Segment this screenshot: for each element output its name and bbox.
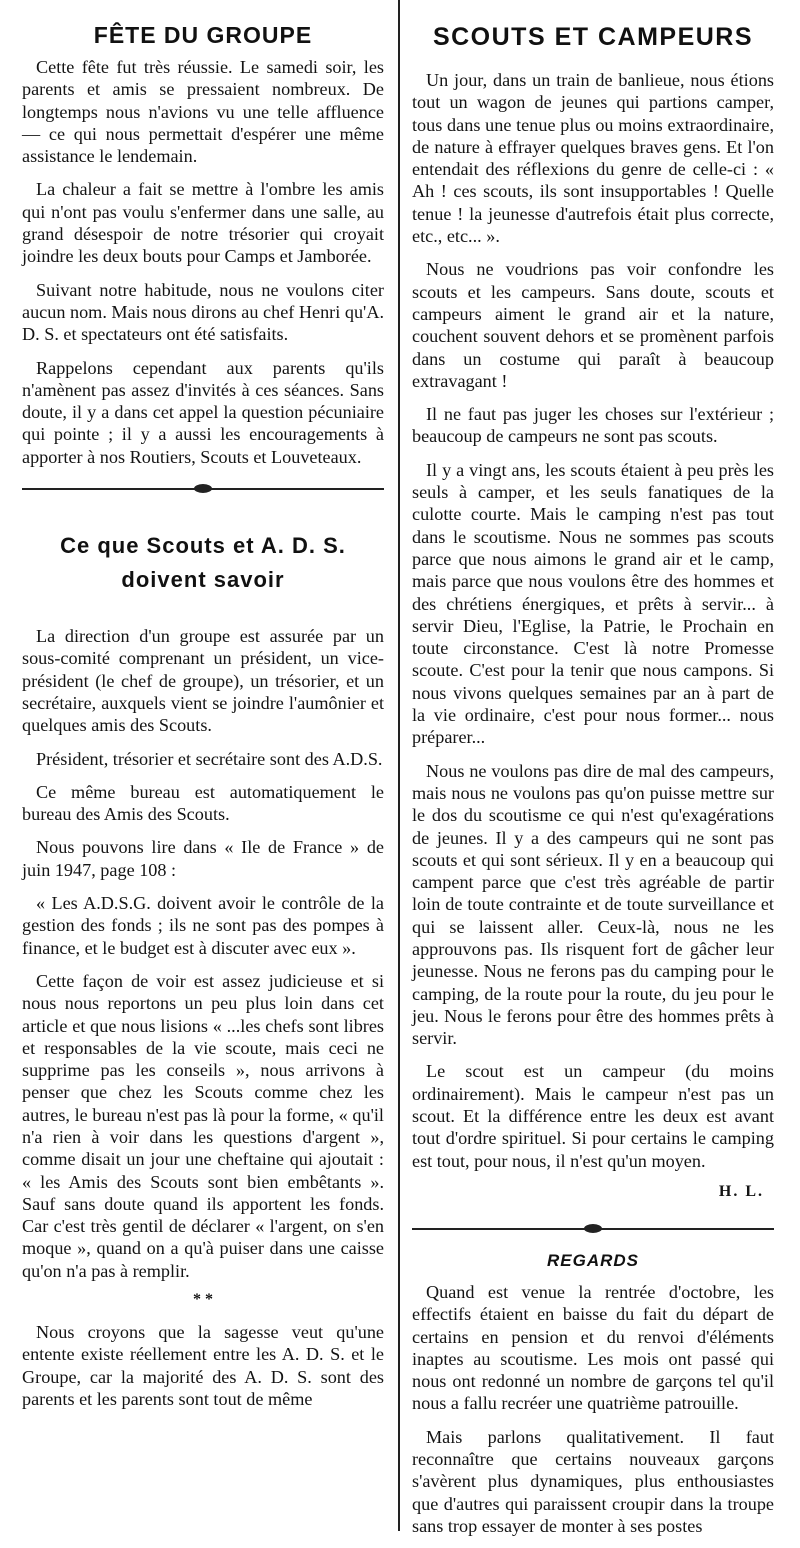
article-paragraph: La direction d'un groupe est assurée par un sous-comité comprenant un président, un vice-président (le chef de groupe), un trésorier, et un secrétaire, auxquels vient se joindre l'aumônier et quelques amis des Scouts. [22, 626, 384, 736]
section-separator [22, 479, 384, 499]
article-paragraph: Cette façon de voir est assez judicieuse et si nous nous reportons un peu plus loin dans cet article et que nous lisions « ...les chefs sont libres et responsables de la vie scoute, mais ceci ne supprime pas les conseils », nous arrivons à penser que chez les Scouts comme chez les autres, le bureau n'est pas là pour la forme, « qu'il n'a rien à voir dans les questions d'argent », comme disait un jour une cheftaine qui ajoutait : « les Amis des Scouts sont bien embêtants ». Sauf sans doute quand ils apportent les fonds. Car c'est très gentil de déclarer « l'argent, on s'en moque », quand on a qu'à puiser dans une caisse qu'on n'a pas à remplir. [22, 970, 384, 1281]
article-paragraph: Le scout est un campeur (du moins ordinairement). Mais le campeur n'est pas un scout. Et la différence entre les deux est avant tout d'ordre spirituel. Si pour certains le camping est tout, pour nous, il n'est qu'un moyen. [412, 1061, 774, 1171]
article-paragraph: Président, trésorier et secrétaire sont des A.D.S. [36, 748, 383, 769]
article-paragraph: « Les A.D.S.G. doivent avoir le contrôle de la gestion des fonds ; ils ne sont pas des pompes à finance, et le budget est à discuter avec eux ». [22, 893, 384, 958]
article-ads [22, 511, 384, 1410]
article-paragraph: Quand est venue la rentrée d'octobre, les effectifs étaient en baisse du fait du départ de certains en pension et du renvoi d'éléments inaptes au scoutisme. Les mois ont passé qui nous ont redonné un nombre de garçons tel qu'il nous a fallu recréer une quatrième patrouille. [412, 1281, 774, 1414]
right-column [412, 0, 774, 1548]
article-title: SCOUTS ET CAMPEURS [432, 23, 754, 51]
article-paragraph: Il y a vingt ans, les scouts étaient à peu près les seuls à camper, et les seuls fanatiques de la culotte courte. Mais le camping n'est pas tout dans le scoutisme. Nous ne sommes pas scouts parce que nous aimons le grand air et le camp, mais parce que nous voulons être des hommes et des chrétiens énergiques, et prêts à servir... à servir Dieu, l'Eglise, la Patrie, le Prochain en toute circonstance. C'est là notre Promesse scoute. C'est pour la tenir que nous campons. Si nous vivons quelques semaines par an à part de la vie ordinaire, c'est pour nous former... nous préparer... [412, 459, 774, 748]
article-paragraph: Cette fête fut très réussie. Le samedi soir, les parents et amis se pressaient nombreux. De longtemps nous n'avions vu une telle affluence — ce qui nous permettait d'espérer une même assistance le lendemain. [22, 57, 384, 167]
title-line: doivent savoir [121, 567, 285, 593]
article-regards [412, 1251, 774, 1537]
article-paragraph: Un jour, dans un train de banlieue, nous étions tout un wagon de jeunes qui partions camper, tous dans une tenue plus ou moins extraordinaire, de nature à effrayer quelques braves gens. Et l'on entendait des réflexions du genre de celle-ci : « Ah ! ces scouts, ils sont insupportables ! Quelle tenue ! la jeunesse d'autrefois était plus correcte, etc., etc... ». [412, 70, 774, 247]
article-paragraph: Ce même bureau est automatiquement le bureau des Amis des Scouts. [22, 781, 384, 825]
article-paragraph: Rappelons cependant aux parents qu'ils n'amènent pas assez d'invités à ces séances. Sans doute, il y a dans cet appel la question pécuniaire qui pointe ; il y a aussi les encouragements à apporter à nos Routiers, Scouts et Louveteaux. [22, 357, 384, 467]
title-line: Ce que Scouts et A. D. S. [60, 533, 346, 559]
article-paragraph: Nous croyons que la sagesse veut qu'une entente existe réellement entre les A. D. S. et le Groupe, car la majorité des A. D. S. sont des parents et les parents sont tout de même [22, 1322, 384, 1409]
article-title: FÊTE DU GROUPE [93, 22, 313, 48]
article-paragraph: Nous ne voulons pas dire de mal des campeurs, mais nous ne voulons pas qu'on puisse mettre sur le dos du scoutisme ce qui n'est qu'exagérations de jeunes. Il y a des campeurs qui ne sont pas scouts et qui sont sérieux. Il y en a beaucoup qui campent parce que c'est très agréable de partir loin de toute contrainte et de toute surveillance et qui se laissent aller. Ceux-là, nous ne les approuvons pas. Ils risquent fort de gâcher leur jeunesse. Nous ne ferons pas du camping pour le camping, de la route pour la route, du jeu pour le jeu. Nous le ferons pour être des hommes prêts à servir. [412, 760, 774, 1049]
section-stars: * * [193, 1291, 213, 1309]
article-paragraph: Mais parlons qualitativement. Il faut reconnaître que certains nouveaux garçons s'avèrent plus dynamiques, plus enthousiastes que d'autres qui paraissent croupir dans la troupe sans trop essayer de monter à ses postes [412, 1426, 774, 1536]
author-signature: H. L. [718, 1182, 764, 1200]
article-title: REGARDS [546, 1250, 639, 1270]
article-scouts-et-campeurs [412, 0, 774, 1201]
article-paragraph: Nous pouvons lire dans « Ile de France » de juin 1947, page 108 : [22, 837, 384, 880]
column-divider [398, 0, 400, 1531]
article-fete-du-groupe [22, 0, 384, 468]
article-paragraph: Il ne faut pas juger les choses sur l'extérieur ; beaucoup de campeurs ne sont pas scouts. [412, 404, 774, 447]
section-separator [412, 1219, 774, 1239]
left-column [22, 0, 384, 1421]
article-title [22, 511, 384, 625]
article-paragraph: La chaleur a fait se mettre à l'ombre les amis qui n'ont pas voulu s'enfermer dans une salle, au grand désespoir de notre trésorier qui croyait joindre les deux bouts pour Camps et Jamborée. [22, 179, 384, 267]
article-paragraph: Nous ne voudrions pas voir confondre les scouts et les campeurs. Sans doute, scouts et campeurs aiment le grand air et la nature, couchent souvent dehors et se promènent parfois dans un costume qui paraît à beaucoup extravagant ! [412, 259, 774, 391]
article-paragraph: Suivant notre habitude, nous ne voulons citer aucun nom. Mais nous dirons au chef Henri qu'A. D. S. et spectateurs ont été satisfaits. [22, 279, 384, 345]
